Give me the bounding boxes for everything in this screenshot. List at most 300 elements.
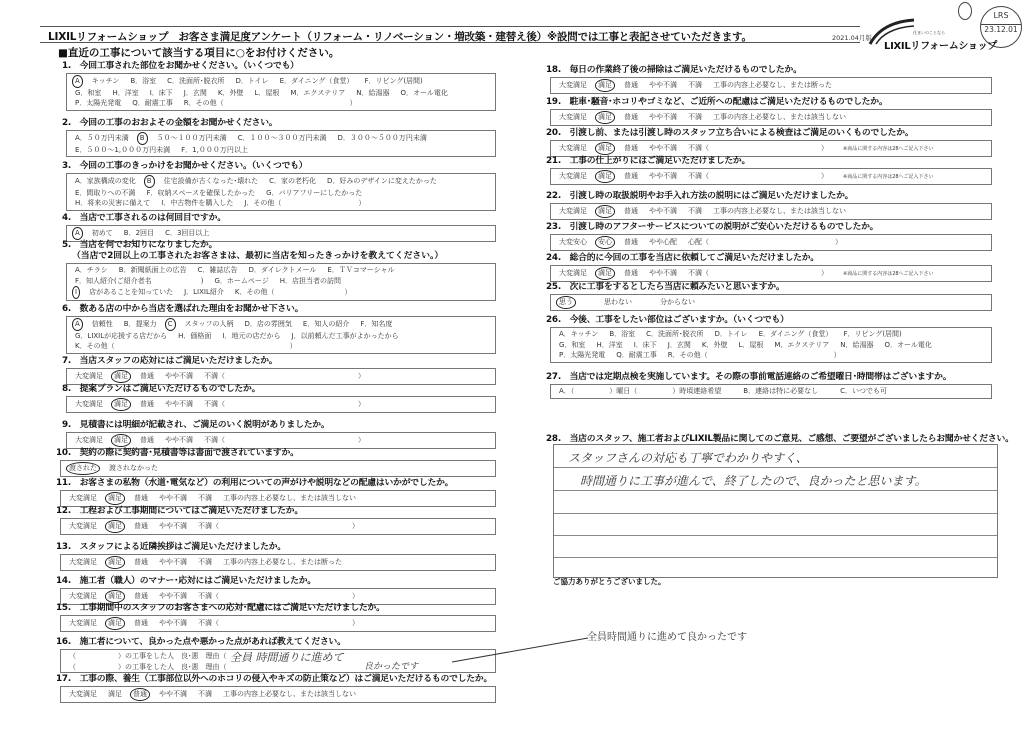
option[interactable]: やや不満 [165, 372, 193, 380]
option-row [75, 370, 487, 383]
option[interactable]: やや不満 [159, 494, 187, 502]
option[interactable]: 大変満足 [69, 690, 97, 698]
question-17 [56, 674, 496, 703]
option-selected[interactable]: 満足 [595, 111, 615, 124]
option[interactable]: やや心配 [649, 238, 677, 246]
option-row [75, 175, 487, 188]
option-selected[interactable]: 満足 [111, 434, 131, 447]
question-4 [62, 213, 496, 242]
option[interactable]: D．店の雰囲気 [244, 320, 292, 328]
option[interactable]: H．洋室 [112, 88, 139, 97]
survey-title: LIXILリフォームショップ お客さま満足度アンケート（リフォーム・リノベーション・増改築・建替え後）※設問では工事と表記させていただきます。 [48, 31, 752, 43]
answer-box [60, 554, 496, 571]
option-selected[interactable]: 満足 [105, 520, 125, 533]
option[interactable]: G．LIXILが応援する店だから [75, 331, 168, 340]
option[interactable]: やや不満 [159, 592, 187, 600]
answer-box [66, 316, 496, 354]
option[interactable]: I．床下 [149, 88, 173, 97]
option[interactable]: C．家の老朽化 [269, 177, 316, 185]
option[interactable]: C．いつでも可 [840, 387, 887, 395]
option-selected[interactable]: 満足 [595, 267, 615, 280]
header-rule-bottom [40, 42, 860, 43]
option[interactable]: やや不満 [159, 690, 187, 698]
option[interactable]: D．トイレ [714, 330, 748, 338]
option[interactable]: O．オール電化 [884, 340, 932, 349]
option[interactable]: 不満（ ） [688, 172, 828, 180]
question-2 [62, 118, 496, 157]
option[interactable]: 工事の内容上必要なし、または断った [713, 81, 832, 89]
option-row [559, 386, 983, 397]
option[interactable]: N．給湯器 [840, 340, 874, 349]
question-title: 13. スタッフによる近隣挨拶はご満足いただけましたか。 [56, 542, 286, 552]
option[interactable]: 普通 [624, 172, 638, 180]
option-other[interactable]: K．その他（ ） [234, 288, 352, 296]
option[interactable]: G．和室 [559, 340, 586, 349]
option[interactable]: C．雑誌広告 [197, 266, 238, 274]
option[interactable]: 工事の内容上必要なし、または該当しない [223, 494, 356, 502]
option-selected[interactable]: 満足 [105, 556, 125, 569]
question-title: 14. 施工者（職人）のマナー･応対にはご満足いただけましたか。 [56, 576, 316, 586]
option-row [69, 556, 487, 569]
option[interactable]: E．間取りへの不満 [75, 188, 136, 197]
answer-box [66, 396, 496, 413]
option[interactable]: 普通 [624, 81, 638, 89]
comment-box[interactable] [553, 444, 998, 578]
option[interactable]: H．将来の災害に備えて [75, 199, 151, 207]
option[interactable]: 不満 [688, 113, 702, 121]
answer-box [550, 294, 992, 311]
option-other[interactable]: J．その他（ ） [244, 199, 366, 207]
option-selected[interactable]: 満足 [595, 170, 615, 183]
option[interactable]: E．ＴＶコマーシャル [327, 266, 395, 274]
stamp-date: 23.12.01 [981, 24, 1021, 34]
option[interactable]: A．キッチン [559, 330, 599, 338]
answer-box [66, 173, 496, 211]
question-10 [56, 448, 496, 477]
option[interactable]: B．新聞紙面上の広告 [118, 266, 187, 274]
option[interactable]: E．ダイニング（食堂） [279, 77, 354, 85]
option[interactable]: 普通 [624, 113, 638, 121]
option-other[interactable]: K．その他（ ） [75, 342, 297, 350]
handwritten-comment: 時間通りに工事が進んで、終了したので、良かったと思います。 [580, 474, 927, 488]
question-8 [62, 384, 496, 413]
option[interactable]: 工事の内容上必要なし、または該当しない [223, 690, 356, 698]
option-selected[interactable]: 満足 [105, 590, 125, 603]
option[interactable]: G．和室 [75, 88, 102, 97]
option[interactable]: B．2回目 [123, 229, 155, 237]
option[interactable]: M．エクステリア [774, 340, 830, 349]
answer-box [66, 130, 496, 157]
option[interactable]: 分からない [660, 298, 695, 306]
option[interactable]: キッチン [91, 77, 120, 85]
option-selected[interactable]: A [72, 227, 83, 240]
answer-box [550, 168, 992, 185]
option[interactable]: 不満（ ） [688, 269, 828, 277]
option[interactable]: 不満（ ） [198, 522, 359, 530]
question-title: 25. 次に工事をするとしたら当店に頼みたいと思いますか。 [546, 282, 785, 292]
question-title: 16. 施工者について、良かった点や悪かった点があれば教えてください。 [56, 637, 346, 647]
option[interactable]: やや不満 [165, 436, 193, 444]
option-selected[interactable]: 満足 [595, 79, 615, 92]
edition-label: 2021.04月版 [832, 34, 872, 42]
option[interactable]: C．洗面所･脱衣所 [167, 77, 225, 85]
header-rule-top [40, 26, 860, 27]
option-row [75, 198, 487, 209]
option-row [75, 227, 487, 240]
option[interactable]: 大変満足 [69, 558, 97, 566]
option[interactable]: 不満（ ） [204, 400, 365, 408]
option[interactable]: やや不満 [159, 558, 187, 566]
option[interactable]: K．外壁 [217, 88, 244, 97]
answer-box [60, 615, 496, 632]
option[interactable]: B．浴室 [609, 330, 636, 338]
option-row [75, 98, 487, 109]
option-row [69, 590, 487, 603]
question-title: 19. 駐車･騒音･ホコリやゴミなど、ご近所への配慮はご満足いただけるものでしたか。 [546, 97, 888, 107]
option[interactable]: 工事の内容上必要なし、または該当しない [713, 113, 846, 121]
question-title: 22. 引渡し時の取扱説明やお手入れ方法の説明にはご満足いただけましたか。 [546, 191, 854, 201]
option[interactable]: 大変満足 [559, 172, 587, 180]
option[interactable]: 普通 [140, 436, 154, 444]
question-24 [546, 253, 992, 282]
option[interactable]: 不満（ ） [204, 372, 365, 380]
question-13 [56, 542, 496, 571]
option[interactable]: 大変満足 [69, 494, 97, 502]
option-selected[interactable]: A [72, 75, 83, 88]
ruled-line [554, 557, 997, 558]
option[interactable]: やや不満 [159, 619, 187, 627]
answer-box [550, 140, 992, 157]
note: ※商品に関する内容は28へご記入下さい [843, 271, 934, 277]
option[interactable]: I．中古物件を購入した [161, 199, 234, 207]
option[interactable]: N．給湯器 [356, 88, 390, 97]
option[interactable]: A．５０万円未満 [75, 134, 129, 142]
option[interactable]: H．店担当者の訪問 [279, 276, 342, 285]
option[interactable]: 不満（ ） [688, 144, 828, 152]
option[interactable]: やや不満 [649, 81, 677, 89]
answer-box [550, 77, 992, 94]
option[interactable]: F．収納スペースを確保したかった [146, 188, 256, 197]
question-title: 21. 工事の仕上がりにはご満足いただけましたか。 [546, 156, 751, 166]
option[interactable]: 不満 [198, 690, 212, 698]
option[interactable]: I．地元の店だから [222, 331, 281, 340]
question-12 [56, 506, 496, 535]
option-selected[interactable]: 満足 [595, 205, 615, 218]
option-selected[interactable]: 満足 [111, 398, 131, 411]
option-other[interactable]: R．その他（ ） [183, 99, 357, 107]
question-subtitle: （当店で2回以上の工事されたお客さまは、最初に当店を知ったきっかけを教えてください。） [72, 251, 444, 261]
question-title: 10. 契約の際に契約書･見積書等は書面で渡されていますか。 [56, 448, 299, 458]
option[interactable]: 普通 [134, 619, 148, 627]
option[interactable]: 普通 [134, 592, 148, 600]
option-row [69, 520, 487, 533]
option-selected[interactable]: B [137, 132, 148, 145]
option[interactable]: 不満（ ） [198, 619, 359, 627]
option[interactable]: L．屋根 [254, 88, 280, 97]
option[interactable]: E．５００～1,０００万円未満 [75, 145, 171, 154]
option[interactable]: L．屋根 [738, 340, 764, 349]
option[interactable]: D．好みのデザインに変えたかった [327, 177, 437, 185]
option[interactable]: J．LIXIL紹介 [184, 288, 224, 296]
question-18 [546, 65, 992, 94]
question-title: 6. 数ある店の中から当店を選ばれた理由をお聞かせ下さい。 [62, 304, 304, 314]
question-21 [546, 156, 992, 185]
question-1 [62, 61, 496, 111]
option[interactable]: F．知名度 [360, 320, 393, 328]
option[interactable]: 不満 [198, 494, 212, 502]
question-title: 15. 工事期間中のスタッフのお客さまへの応対･配慮にはご満足いただけましたか。 [56, 603, 385, 613]
option[interactable]: H．洋室 [596, 340, 623, 349]
option[interactable]: 大変満足 [75, 436, 103, 444]
option[interactable]: 大変安心 [559, 238, 587, 246]
option[interactable]: A．家族構成の変化 [75, 177, 136, 185]
option[interactable]: G．バリアフリーにしたかった [266, 188, 363, 197]
option[interactable]: 普通 [624, 238, 638, 246]
question-3 [62, 161, 496, 211]
option[interactable]: K．外壁 [701, 340, 728, 349]
option[interactable]: 住宅設備が古くなった･壊れた [163, 177, 259, 185]
option[interactable]: J．玄関 [183, 88, 207, 97]
answer-box [550, 265, 992, 282]
option[interactable]: J．玄関 [667, 340, 691, 349]
option-selected[interactable]: 満足 [105, 492, 125, 505]
option[interactable]: D．３００～５００万円未満 [337, 134, 427, 142]
logo-tagline: 住まいのことなら [913, 30, 945, 35]
question-25 [546, 282, 992, 311]
option[interactable]: 不満 [688, 207, 702, 215]
question-6 [62, 304, 496, 354]
option[interactable]: 大変満足 [75, 400, 103, 408]
option[interactable]: 普通 [624, 207, 638, 215]
answer-box [66, 368, 496, 385]
option[interactable]: M．エクステリア [290, 88, 346, 97]
option[interactable]: E．ダイニング（食堂） [758, 330, 833, 338]
question-14 [56, 576, 496, 605]
option[interactable]: やや不満 [649, 207, 677, 215]
ruled-line [554, 513, 997, 514]
option[interactable]: やや不満 [649, 144, 677, 152]
question-title: 8. 提案プランはご満足いただけるものでしたか。 [62, 384, 261, 394]
question-title: 1. 今回工事された部位をお聞かせください。（いくつでも） [62, 61, 299, 71]
question-23 [546, 222, 992, 251]
option[interactable]: 工事の内容上必要なし、または該当しない [713, 207, 846, 215]
option[interactable]: O．オール電化 [400, 88, 448, 97]
question-title: 24. 総合的に今回の工事を当店に依頼してご満足いただけましたか。 [546, 253, 819, 263]
option[interactable]: 普通 [134, 494, 148, 502]
option-row [559, 340, 983, 351]
option[interactable]: 大変満足 [559, 113, 587, 121]
option-selected[interactable]: 安心 [595, 236, 615, 249]
worker-reason-row[interactable]: （ ）の工事をした人 良･悪 理由（ [69, 662, 227, 671]
option-selected[interactable]: B [144, 175, 155, 188]
stamp-code: LRS [993, 11, 1009, 20]
option[interactable]: 大変満足 [559, 269, 587, 277]
answer-box [550, 327, 992, 363]
question-7 [62, 356, 496, 385]
answer-box [66, 73, 496, 111]
option[interactable]: 工事の内容上必要なし、または断った [223, 558, 342, 566]
option[interactable]: 初めて [91, 229, 113, 237]
option-selected[interactable]: 渡された [66, 462, 100, 475]
option-row [559, 329, 983, 340]
option[interactable]: 渡されなかった [109, 464, 158, 472]
question-27 [546, 372, 992, 399]
option-row [75, 188, 487, 199]
option-selected[interactable]: 満足 [111, 370, 131, 383]
received-stamp [980, 6, 1022, 48]
option[interactable]: C．１００～３００万円未満 [237, 134, 327, 142]
option[interactable]: B．浴室 [130, 77, 157, 85]
option-row [69, 462, 487, 475]
option[interactable]: D．トイレ [235, 77, 269, 85]
option[interactable]: ５０～１００万円未満 [156, 134, 227, 142]
option[interactable]: 普通 [134, 522, 148, 530]
question-title: 17. 工事の際、養生（工事部位以外へのホコリの侵入やキズの防止策など）はご満足いただけるものでしたか。 [56, 674, 493, 684]
question-title: 4. 当店で工事されるのは何回目ですか。 [62, 213, 226, 223]
option-selected[interactable]: I [72, 286, 80, 299]
option-row [75, 341, 487, 352]
option[interactable]: 大変満足 [69, 592, 97, 600]
question-5 [62, 240, 496, 301]
option[interactable]: F．1,０００万円以上 [181, 145, 248, 154]
option[interactable]: G．ホームページ [214, 276, 269, 285]
small-circle-mark [958, 2, 972, 20]
option[interactable]: 不満 [198, 558, 212, 566]
option-row [75, 331, 487, 342]
option[interactable]: 普通 [140, 372, 154, 380]
option[interactable]: 店があることを知っていた [89, 288, 174, 296]
ruled-line [554, 467, 997, 468]
question-9 [62, 420, 496, 449]
option[interactable]: J．以前頼んだ工事がよかったから [291, 331, 399, 340]
question-title: 11. お客さまの私物（水道･電気など）の利用についての声がけや説明などの配慮はいかがでしたか。 [56, 478, 454, 488]
option[interactable]: 不満 [688, 81, 702, 89]
option[interactable]: 大変満足 [69, 522, 97, 530]
option-selected[interactable]: 満足 [105, 617, 125, 630]
question-11 [56, 478, 496, 507]
question-26 [546, 315, 992, 363]
option[interactable]: 普通 [134, 558, 148, 566]
option[interactable]: 不満（ ） [198, 592, 359, 600]
option[interactable]: 信頼性 [91, 320, 113, 328]
ruled-line [554, 535, 997, 536]
option-selected[interactable]: 満足 [595, 142, 615, 155]
question-title: 7. 当店スタッフの応対にはご満足いただけましたか。 [62, 356, 278, 366]
option[interactable]: スタッフの人柄 [184, 320, 234, 328]
question-20 [546, 128, 992, 157]
option[interactable]: A．（ ）曜日（ ）時頃連絡希望 [559, 387, 722, 395]
option-selected[interactable]: 思う [556, 296, 576, 309]
option-row [559, 142, 983, 155]
question-title: 18. 毎日の作業終了後の掃除はご満足いただけるものでしたか。 [546, 65, 802, 75]
option[interactable]: I．床下 [633, 340, 657, 349]
option[interactable]: E．知人の紹介 [302, 320, 350, 328]
option[interactable]: 普通 [624, 269, 638, 277]
option[interactable]: 大変満足 [559, 207, 587, 215]
answer-box [550, 234, 992, 251]
option[interactable]: B．連絡は特に必要なし [743, 387, 819, 395]
option-row [75, 434, 487, 447]
option-selected[interactable]: C [165, 318, 176, 331]
option-row [559, 79, 983, 92]
answer-box [550, 384, 992, 399]
option[interactable]: F．知人紹介(ご紹介者名 ) [75, 276, 204, 285]
question-title: 26. 今後、工事をしたい部位はございますか。（いくつでも） [546, 315, 789, 325]
option[interactable]: 大変満足 [69, 619, 97, 627]
option-row [75, 265, 487, 276]
question-22 [546, 191, 992, 220]
option[interactable]: Q．耐震工事 [132, 99, 173, 107]
option[interactable]: やや不満 [649, 172, 677, 180]
option[interactable]: 普通 [624, 144, 638, 152]
section-heading: ■直近の工事について該当する項目に○をお付けください。 [58, 47, 340, 59]
option[interactable]: D．ダイレクトメール [248, 266, 317, 274]
option-row [69, 617, 487, 630]
option[interactable]: 大変満足 [559, 81, 587, 89]
option-row [559, 236, 983, 249]
answer-box [550, 109, 992, 126]
option[interactable]: やや不満 [649, 269, 677, 277]
option-row [75, 276, 487, 287]
option[interactable]: 不満（ ） [204, 436, 365, 444]
question-15 [56, 603, 496, 632]
answer-box [60, 686, 496, 703]
question-title: 9. 見積書には明細が記載され、ご満足のいく説明がありましたか。 [62, 420, 330, 430]
ruled-line [554, 490, 997, 491]
worker-reason-row[interactable]: （ ）の工事をした人 良･悪 理由（ [69, 652, 227, 660]
option[interactable]: B．提案力 [123, 320, 157, 328]
answer-box [550, 203, 992, 220]
question-title: 2. 今回の工事のおおよその金額をお聞かせください。 [62, 118, 278, 128]
note: ※商品に関する内容は28へご記入下さい [843, 146, 934, 152]
option-row [75, 318, 487, 331]
option[interactable]: 普通 [140, 400, 154, 408]
answer-box [60, 460, 496, 477]
question-title: 27. 当店では定期点検を実施しています。その際の事前電話連絡のご希望曜日･時間帯はございますか。 [546, 372, 952, 382]
option[interactable]: やや不満 [165, 400, 193, 408]
question-title: 12. 工程および工事期間についてはご満足いただけましたか。 [56, 506, 303, 516]
handwritten-comment: スタッフさんの対応も丁寧でわかりやすく、 [568, 451, 808, 465]
option[interactable]: H．価格面 [178, 331, 212, 340]
option[interactable]: A．チラシ [75, 266, 108, 274]
option[interactable]: P．太陽光発電 [75, 99, 122, 107]
option[interactable]: やや不満 [649, 113, 677, 121]
option-row [69, 492, 487, 505]
note: ※商品に関する内容は28へご記入下さい [843, 174, 934, 180]
option[interactable]: 思わない [604, 298, 632, 306]
option[interactable]: F．リビング(居間) [843, 330, 902, 338]
option[interactable]: P．太陽光発電 [559, 351, 606, 359]
option[interactable]: 満足 [108, 690, 122, 698]
option-selected[interactable]: A [72, 318, 83, 331]
option[interactable]: やや不満 [159, 522, 187, 530]
option[interactable]: C．3回目以上 [165, 229, 210, 237]
option[interactable]: 大変満足 [75, 372, 103, 380]
option[interactable]: 大変満足 [559, 144, 587, 152]
option[interactable]: 心配（ ） [688, 238, 842, 246]
thank-you-text: ご協力ありがとうございました。 [553, 577, 666, 586]
option-other[interactable]: R．その他（ ） [667, 351, 841, 359]
option-selected[interactable]: 普通 [130, 688, 150, 701]
question-title: 20. 引渡し前、または引渡し時のスタッフ立ち合いによる検査はご満足のいくものでしたか。 [546, 128, 914, 138]
option[interactable]: Q．耐震工事 [616, 351, 657, 359]
question-title: 3. 今回の工事のきっかけをお聞かせください。（いくつでも） [62, 161, 308, 171]
option[interactable]: C．洗面所･脱衣所 [646, 330, 704, 338]
option-row [559, 350, 983, 361]
option[interactable]: F．リビング(居間) [364, 77, 423, 85]
option-row [559, 267, 983, 280]
handwritten-answer: 良かったです [364, 662, 419, 672]
